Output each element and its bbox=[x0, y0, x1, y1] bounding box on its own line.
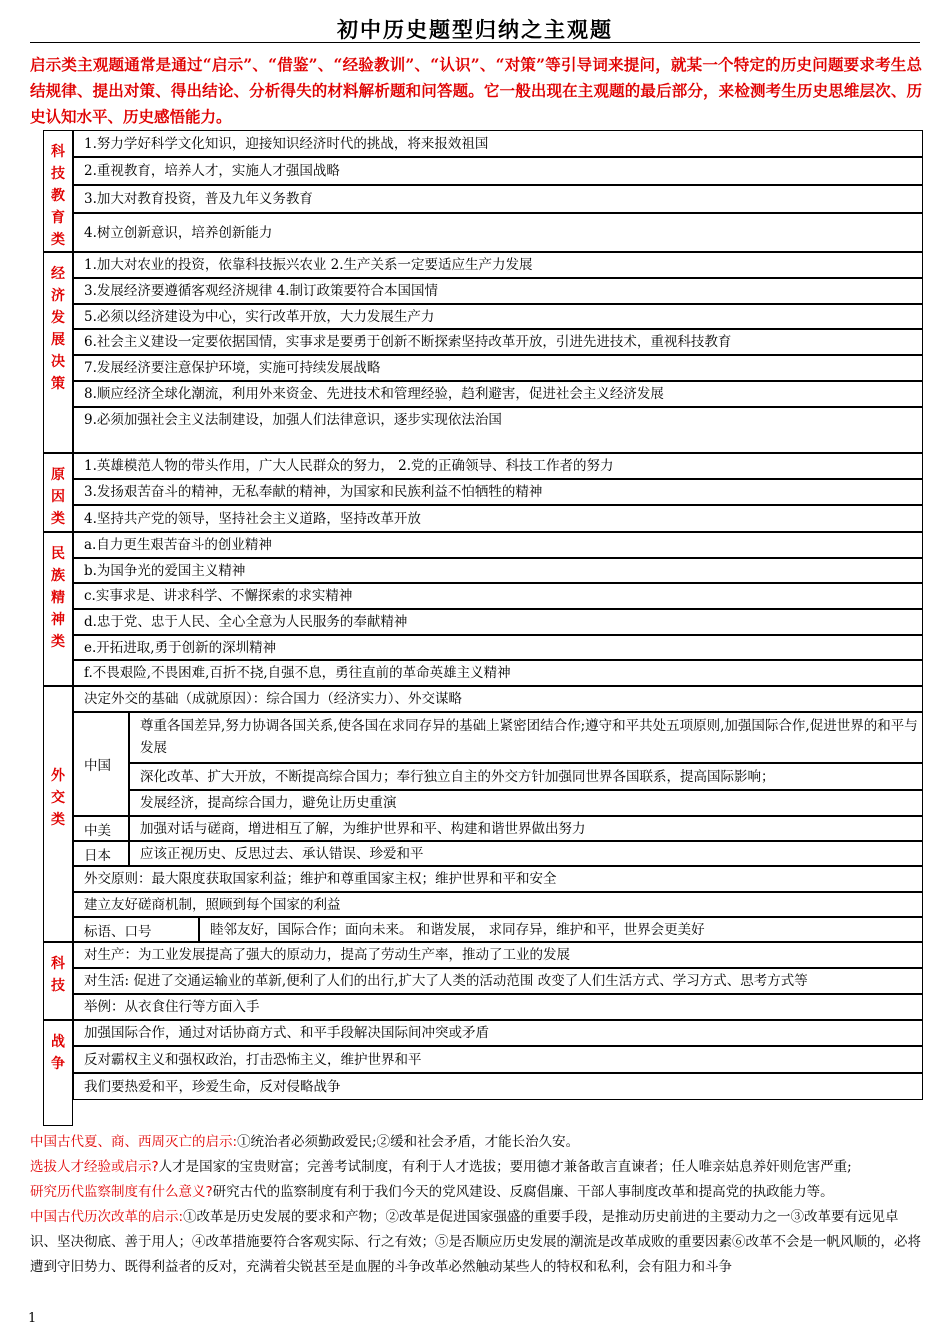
note-item: 研究历代监察制度有什么意义?研究古代的监察制度有利于我们今天的党风建设、反腐倡廉、干部人事制度改革和提高党的执政能力等。 bbox=[30, 1184, 834, 1200]
table-row: 尊重各国差异,努力协调各国关系,使各国在求同存异的基础上紧密团结合作;遵守和平共处五项原则,加强国际合作,促进世界的和平与发展 bbox=[129, 712, 923, 763]
table-row: 外交原则：最大限度获取国家利益；维护和尊重国家主权；维护世界和平和安全 bbox=[73, 866, 923, 892]
table-row: 发展经济，提高综合国力，避免让历史重演 bbox=[129, 790, 923, 816]
table-row: e.开拓进取,勇于创新的深圳精神 bbox=[73, 635, 923, 660]
page-title: 初中历史题型归纳之主观题 bbox=[337, 18, 613, 42]
table-row: 睦邻友好，国际合作；面向未来。 和谐发展， 求同存异，维护和平，世界会更美好 bbox=[199, 917, 923, 942]
table-row: 应该正视历史、反思过去、承认错误、珍爱和平 bbox=[129, 841, 923, 866]
table-row: 加强对话与磋商，增进相互了解，为维护世界和平、构建和谐世界做出努力 bbox=[129, 816, 923, 841]
table-row: 4.树立创新意识，培养创新能力 bbox=[73, 213, 923, 252]
table-row: d.忠于党、忠于人民、全心全意为人民服务的奉献精神 bbox=[73, 609, 923, 635]
title-divider bbox=[30, 42, 920, 43]
table-row: 举例：从衣食住行等方面入手 bbox=[73, 994, 923, 1020]
table-row: 2.重视教育，培养人才，实施人才强国战略 bbox=[73, 157, 923, 185]
table-row: 3.加大对教育投资，普及九年义务教育 bbox=[73, 185, 923, 213]
table-row: 5.必须以经济建设为中心，实行改革开放，大力发展生产力 bbox=[73, 304, 923, 329]
table-row: 6.社会主义建设一定要依据国情，实事求是要勇于创新不断探索坚持改革开放，引进先进技术，重视科技教育 bbox=[73, 329, 923, 355]
category-diplomacy: 外交类 bbox=[43, 686, 73, 942]
table-row: 加强国际合作，通过对话协商方式、和平手段解决国际间冲突或矛盾 bbox=[73, 1020, 923, 1046]
category-war: 战争 bbox=[43, 1020, 73, 1126]
category-reasons: 原因类 bbox=[43, 453, 73, 532]
table-row: 决定外交的基础（成就原因）：综合国力（经济实力）、外交谋略 bbox=[73, 686, 923, 712]
note-item: 中国古代夏、商、西周灭亡的启示:①统治者必须勤政爱民;②缓和社会矛盾，才能长治久安。 bbox=[30, 1134, 580, 1150]
table-row: 对生活: 促进了交通运输业的革新,便利了人们的出行,扩大了人类的活动范围 改变了人们生活方式、学习方式、思考方式等 bbox=[73, 968, 923, 994]
country-label-japan: 日本 bbox=[73, 841, 129, 866]
country-label-china-us: 中美 bbox=[73, 816, 129, 841]
table-row: 4.坚持共产党的领导，坚持社会主义道路，坚持改革开放 bbox=[73, 505, 923, 532]
note-item: 中国古代历次改革的启示:①改革是历史发展的要求和产物；②改革是促进国家强盛的重要手段，是推动历史前进的主要动力之一③改革要有远见卓识、坚决彻底、善于用人；④改革措施要符合客观实际、行之有效；⑤是否顺应历史发展的潮流是改革成败的重要因素⑥改革不会是一帆风顺的，必将遭到守旧势力、既得利益者的反对，充满着尖锐甚至是血腥的斗争改革必然触动某些人的特权和私利，会有阻力和斗争 bbox=[30, 1209, 921, 1275]
table-row: a.自力更生艰苦奋斗的创业精神 bbox=[73, 532, 923, 558]
table-row: 建立友好磋商机制，照顾到每个国家的利益 bbox=[73, 892, 923, 917]
summary-table bbox=[43, 130, 923, 1126]
category-tech-education: 科技教育类 bbox=[43, 130, 73, 252]
table-row: c.实事求是、讲求科学、不懈探索的求实精神 bbox=[73, 583, 923, 609]
page-number: 1 bbox=[28, 1311, 37, 1326]
table-row: 8.顺应经济全球化潮流，利用外来资金、先进技术和管理经验，趋利避害，促进社会主义经济发展 bbox=[73, 381, 923, 407]
table-row: b.为国争光的爱国主义精神 bbox=[73, 558, 923, 583]
category-national-spirit: 民族精神类 bbox=[43, 532, 73, 686]
table-row: 反对霸权主义和强权政治，打击恐怖主义，维护世界和平 bbox=[73, 1046, 923, 1073]
intro-paragraph: 启示类主观题通常是通过“启示”、“借鉴”、“经验教训”、“认识”、“对策”等引导词来提问，就某一个特定的历史问题要求考生总结规律、提出对策、得出结论、分析得失的材料解析题和问答题。它一般出现在主观题的最后部分，来检测考生历史思维层次、历史认知水平、历史感悟能力。 bbox=[30, 55, 922, 126]
table-row: 9.必须加强社会主义法制建设，加强人们法律意识，逐步实现依法治国 bbox=[73, 407, 923, 453]
category-economy: 经济发展决策 bbox=[43, 252, 73, 453]
notes-section bbox=[30, 1130, 922, 1280]
table-row: 7.发展经济要注意保护环境，实施可持续发展战略 bbox=[73, 355, 923, 381]
table-row: 3.发展经济要遵循客观经济规律 4.制订政策要符合本国国情 bbox=[73, 278, 923, 304]
category-technology: 科技 bbox=[43, 942, 73, 1020]
slogan-label: 标语、口号 bbox=[73, 917, 199, 942]
table-row: 1.努力学好科学文化知识，迎接知识经济时代的挑战，将来报效祖国 bbox=[73, 130, 923, 157]
table-row: 3.发扬艰苦奋斗的精神，无私奉献的精神，为国家和民族利益不怕牺牲的精神 bbox=[73, 479, 923, 505]
note-item: 选拔人才经验或启示?人才是国家的宝贵财富；完善考试制度，有利于人才选拔；要用德才兼备敢言直谏者；任人唯亲姑息养奸则危害严重; bbox=[30, 1159, 852, 1175]
table-row: 深化改革、扩大开放，不断提高综合国力；奉行独立自主的外交方针加强同世界各国联系，提高国际影响； bbox=[129, 763, 923, 790]
table-row: 1.英雄模范人物的带头作用，广大人民群众的努力， 2.党的正确领导、科技工作者的努力 bbox=[73, 453, 923, 479]
table-row: f.不畏艰险,不畏困难,百折不挠,自强不息，勇往直前的革命英雄主义精神 bbox=[73, 660, 923, 686]
country-label-china: 中国 bbox=[73, 712, 129, 816]
table-row: 1.加大对农业的投资，依靠科技振兴农业 2.生产关系一定要适应生产力发展 bbox=[73, 252, 923, 278]
table-row: 对生产：为工业发展提高了强大的原动力，提高了劳动生产率，推动了工业的发展 bbox=[73, 942, 923, 968]
table-row: 我们要热爱和平，珍爱生命，反对侵略战争 bbox=[73, 1073, 923, 1100]
